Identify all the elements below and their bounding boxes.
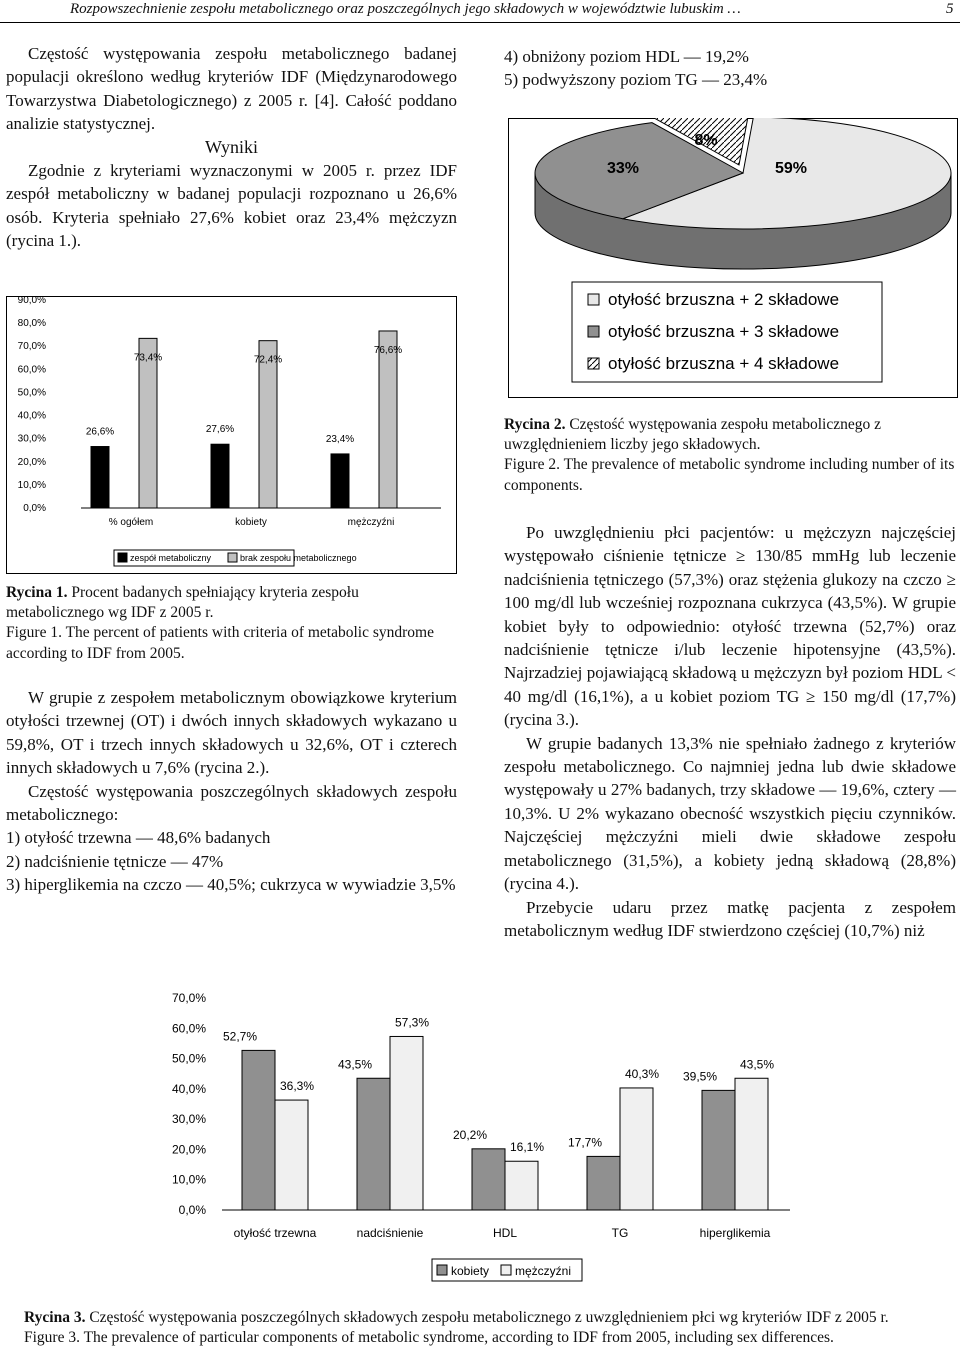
- y-tick-label: 60,0%: [171, 1021, 206, 1036]
- data-label: 27,6%: [205, 424, 235, 436]
- figure-3-caption-pl: Częstość występowania poszczególnych składowych zespołu metabolicznego z uwzględnieniem płci wg kryteriów IDF z 2005 r.: [89, 1309, 889, 1326]
- figure-3-chart: [140, 982, 800, 1292]
- list-item: 4) obniżony poziom HDL — 19,2%: [504, 47, 749, 66]
- list-item: 2) nadciśnienie tętnicze — 47%: [6, 851, 224, 871]
- section-heading: Wyniki: [205, 136, 258, 157]
- legend-label: kobiety: [451, 1264, 490, 1278]
- bar-women: [587, 1156, 620, 1210]
- data-label: 20,2%: [452, 1127, 488, 1142]
- left-column-top: [6, 42, 457, 253]
- legend-label: otyłość brzuszna + 4 składowe: [608, 354, 840, 373]
- legend-label: mężczyźni: [515, 1264, 572, 1278]
- components-intro: Częstość występowania poszczególnych składowych zespołu metabolicznego:: [6, 781, 457, 825]
- figure-1-chart: [6, 296, 457, 574]
- bar-men: [735, 1078, 768, 1210]
- figure-1-caption: [6, 583, 457, 664]
- y-tick-label: 50,0%: [17, 387, 46, 399]
- x-tick-label: TG: [611, 1226, 629, 1240]
- bar-men: [505, 1161, 538, 1210]
- figure-1-label: Rycina 1.: [6, 584, 68, 601]
- y-tick-label: 40,0%: [17, 410, 46, 422]
- y-tick-label: 30,0%: [171, 1112, 206, 1127]
- y-tick-label: 20,0%: [171, 1142, 206, 1157]
- data-label: 76,6%: [373, 344, 403, 356]
- bar-women: [702, 1090, 735, 1210]
- component-count-paragraph: W grupie badanych 13,3% nie spełniało żadnego z kryteriów zespołu metabolicznego. Co najmniej jedna lub dwie składowe występowały u 27% badanych, trzy składowe — 19,6%, cztery — 10,3%. U 2% wykazano obecność wszystkich pięciu czynników. Najczęściej mężczyźni mieli dwie składowe zespołu metabolicznego (31,5%), a kobiety jedną składową (28,8%) (rycina 4.).: [504, 733, 956, 894]
- bar-men: [390, 1036, 423, 1210]
- legend-label: otyłość brzuszna + 3 składowe: [608, 322, 840, 341]
- bar-syndrome: [211, 444, 229, 508]
- x-tick-label: otyłość trzewna: [233, 1226, 317, 1240]
- data-label: 23,4%: [325, 433, 355, 445]
- y-tick-label: 40,0%: [171, 1081, 206, 1096]
- list-item: 3) hiperglikemia na czczo — 40,5%; cukrzyca w wywiadzie 3,5%: [6, 875, 456, 895]
- figure-2-label: Rycina 2.: [504, 416, 566, 433]
- legend-label: zespół metaboliczny: [130, 553, 212, 563]
- bar-no-syndrome: [139, 338, 157, 508]
- bar-women: [242, 1050, 275, 1210]
- y-tick-label: 80,0%: [17, 318, 46, 330]
- figure-1-caption-en: Figure 1. The percent of patients with criteria of metabolic syndrome according to IDF from 2005.: [6, 624, 434, 662]
- figure-3-caption-en: Figure 3. The prevalence of particular components of metabolic syndrome, according to IDF from 2005, including sex differences.: [24, 1329, 834, 1347]
- data-label: 16,1%: [509, 1140, 545, 1155]
- results-paragraph: Zgodnie z kryteriami wyznaczonymi w 2005 r. przez IDF zespół metaboliczny w badanej populacji rozpoznano u 26,6% osób. Kryteria spełniało 27,6% kobiet oraz 23,4% mężczyzn (rycina 1.).: [6, 161, 457, 251]
- legend-swatch: [501, 1265, 511, 1275]
- x-tick-label: nadciśnienie: [356, 1226, 424, 1240]
- legend-swatch: [588, 294, 599, 305]
- page-number: 5: [946, 1, 954, 17]
- bar-women: [357, 1078, 390, 1210]
- legend-swatch: [588, 326, 599, 337]
- right-column-list: [504, 45, 956, 92]
- x-tick-label: kobiety: [235, 517, 267, 528]
- figure-2-caption-pl: Częstość występowania zespołu metabolicznego z uwzględnieniem liczby jego składowych.: [504, 416, 881, 454]
- figure-3-label: Rycina 3.: [24, 1309, 86, 1326]
- data-label: 26,6%: [85, 426, 115, 438]
- y-tick-label: 60,0%: [17, 364, 46, 376]
- y-tick-label: 0,0%: [178, 1203, 206, 1217]
- y-tick-label: 0,0%: [23, 503, 46, 514]
- slice-label: 8%: [694, 132, 718, 149]
- bar-no-syndrome: [379, 331, 397, 508]
- bar-women: [472, 1149, 505, 1210]
- data-label: 57,3%: [394, 1015, 430, 1030]
- bar-syndrome: [91, 447, 109, 508]
- list-item: 1) otyłość trzewna — 48,6% badanych: [6, 828, 271, 848]
- data-label: 73,4%: [133, 352, 163, 364]
- y-tick-label: 10,0%: [171, 1172, 206, 1187]
- slice-label: 59%: [774, 160, 808, 177]
- running-header: [0, 0, 960, 23]
- y-tick-label: 20,0%: [17, 456, 46, 468]
- x-tick-label: % ogółem: [108, 517, 154, 528]
- y-tick-label: 90,0%: [17, 296, 46, 306]
- bar-men: [275, 1100, 308, 1210]
- figure-3-caption: [24, 1308, 954, 1348]
- data-label: 39,5%: [682, 1069, 718, 1084]
- right-column-body: [504, 521, 956, 942]
- running-title: Rozpowszechnienie zespołu metabolicznego oraz poszczególnych jego składowych w województwie lubuskim …: [70, 1, 741, 17]
- x-tick-label: mężczyźni: [347, 517, 395, 528]
- y-tick-label: 70,0%: [17, 341, 46, 353]
- legend-label: brak zespołu metabolicznego: [240, 553, 357, 563]
- figure-1-caption-pl: Procent badanych spełniający kryteria zespołu metabolicznego wg IDF z 2005 r.: [6, 584, 359, 622]
- y-tick-label: 30,0%: [17, 433, 46, 445]
- bar-no-syndrome: [259, 341, 277, 508]
- methods-paragraph: Częstość występowania zespołu metabolicznego badanej populacji określono według kryteriów IDF (Międzynarodowego Towarzystwa Diabetologicznego) z 2005 r. [4]. Całość poddano analizie statystycznej.: [6, 44, 457, 134]
- legend-swatch: [588, 358, 599, 369]
- data-label: 72,4%: [253, 354, 283, 366]
- x-tick-label: hiperglikemia: [699, 1226, 771, 1240]
- stroke-paragraph: Przebycie udaru przez matkę pacjenta z zespołem metabolicznym według IDF stwierdzono częściej (10,7%) niż: [504, 897, 956, 940]
- y-tick-label: 70,0%: [171, 991, 206, 1005]
- legend-swatch: [118, 553, 127, 562]
- slice-label: 33%: [606, 160, 640, 177]
- figure-2-caption: [504, 415, 956, 496]
- figure-2-chart: [508, 118, 958, 398]
- data-label: 43,5%: [739, 1057, 775, 1072]
- list-item: 5) podwyższony poziom TG — 23,4%: [504, 70, 768, 90]
- figure-2-caption-en: Figure 2. The prevalence of metabolic syndrome including number of its components.: [504, 456, 955, 494]
- legend-swatch: [437, 1265, 447, 1275]
- data-label: 52,7%: [222, 1029, 258, 1044]
- sex-differences-paragraph: Po uwzględnieniu płci pacjentów: u mężczyzn najczęściej występowało ciśnienie tętnicze ≥ 130/85 mmHg lub leczenie nadciśnienia tętniczego (57,3%) oraz stężenia glukozy na czczo ≥ 100 mg/dl lub wcześniej rozpoznana cukrzyca (43,5%). W grupie kobiet były to odpowiednio: otyłość trzewna (52,7%) oraz nadciśnienie tętnicze i/lub leczenie hipotensyjne (43,5%). Najrzadziej pojawiającą składową u mężczyzn był poziom HDL < 40 mg/dl (16,1%), a u kobiet poziom TG ≥ 150 mg/dl (17,7%) (rycina 3.).: [504, 523, 956, 730]
- data-label: 43,5%: [337, 1057, 373, 1072]
- left-column-bottom: [6, 686, 457, 897]
- data-label: 17,7%: [567, 1135, 603, 1150]
- data-label: 36,3%: [279, 1079, 315, 1094]
- legend-label: otyłość brzuszna + 2 składowe: [608, 290, 840, 309]
- y-tick-label: 50,0%: [171, 1051, 206, 1066]
- x-tick-label: HDL: [492, 1226, 518, 1240]
- y-tick-label: 10,0%: [17, 479, 46, 491]
- components-paragraph: W grupie z zespołem metabolicznym obowiązkowe kryterium otyłości trzewnej (OT) i dwóch innych składowych wykazano u 59,8%, OT i trzech innych składowych u 32,6%, OT i czterech innych składowych u 7,6% (rycina 2.).: [6, 688, 457, 778]
- bar-men: [620, 1088, 653, 1210]
- bar-syndrome: [331, 454, 349, 508]
- legend-swatch: [228, 553, 237, 562]
- data-label: 40,3%: [624, 1066, 660, 1081]
